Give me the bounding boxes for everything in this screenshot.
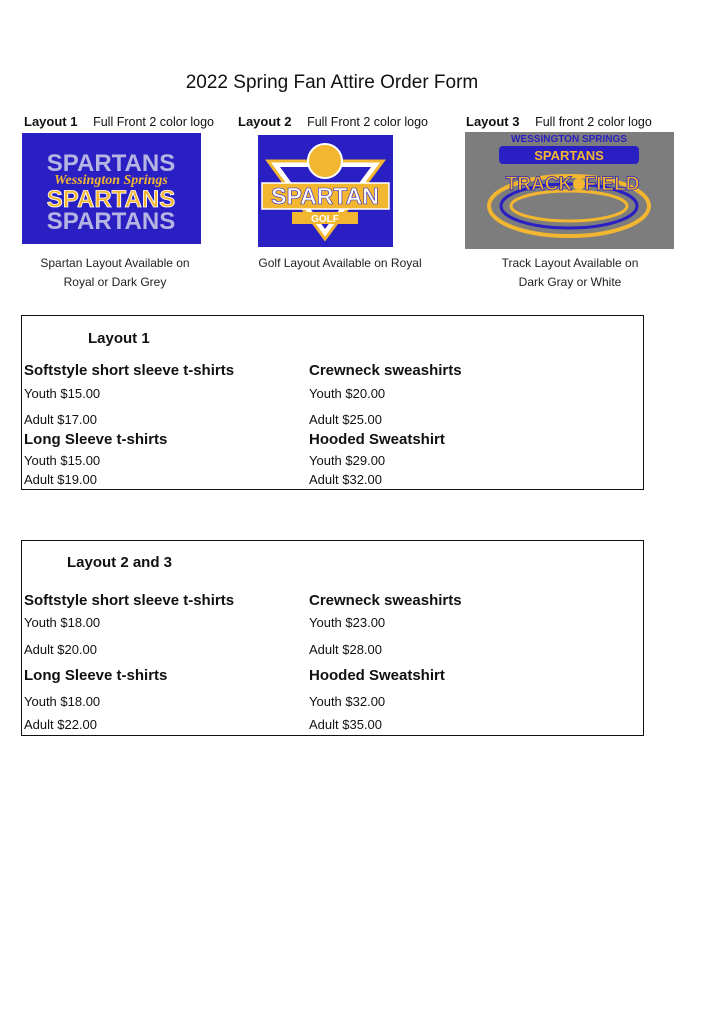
pricing-2-long-adult: Adult $22.00 <box>24 717 98 732</box>
pricing-2-tshirt-adult: Adult $20.00 <box>24 642 98 657</box>
layout-1-sub: Full Front 2 color logo <box>93 115 214 129</box>
logo-3-text-track: TRACK <box>505 174 573 195</box>
pricing-1-crew-adult: Adult $25.00 <box>309 412 383 427</box>
pricing-1-hood-title: Hooded Sweatshirt <box>309 431 445 448</box>
pricing-2-long-youth: Youth $18.00 <box>24 694 101 709</box>
page-title: 2022 Spring Fan Attire Order Form <box>185 72 479 93</box>
pricing-1-tshirt-title: Softstyle short sleeve t-shirts <box>24 362 235 379</box>
layout-1-name: Layout 1 <box>24 114 78 129</box>
logo-1-text-mid: SPARTANS <box>46 186 176 213</box>
pricing-1-long-youth: Youth $15.00 <box>24 453 101 468</box>
spartans-logo <box>22 133 201 244</box>
logo-1-text-bottom: SPARTANS <box>46 208 176 235</box>
layout-3-label <box>466 114 652 129</box>
pricing-table-layout-2-3 <box>21 540 644 736</box>
logo-1-text-script: Wessington Springs <box>54 173 168 188</box>
track-field-logo <box>465 132 674 249</box>
pricing-2-hood-title: Hooded Sweatshirt <box>309 667 445 684</box>
pricing-1-hood-adult: Adult $32.00 <box>309 472 383 487</box>
golf-logo <box>258 135 393 247</box>
pricing-1-long-adult: Adult $19.00 <box>24 472 98 487</box>
pricing-1-hood-youth: Youth $29.00 <box>309 453 386 468</box>
pricing-2-hood-adult: Adult $35.00 <box>309 717 383 732</box>
pricing-2-crew-title: Crewneck sweashirts <box>309 592 462 609</box>
layout-1-caption <box>20 254 210 292</box>
layout-3-logo-image <box>465 132 674 249</box>
pricing-1-crew-title: Crewneck sweashirts <box>309 362 462 379</box>
layout-1-label <box>24 114 214 129</box>
logo-3-text-school: WESSINGTON SPRINGS <box>511 134 627 145</box>
layout-2-logo-image <box>258 135 393 247</box>
golf-ball-icon <box>308 144 342 178</box>
layout-2-name: Layout 2 <box>238 114 292 129</box>
logo-2-text-main: SPARTAN <box>271 183 379 209</box>
layout-3-caption-line1: Track Layout Available on <box>501 256 639 270</box>
logo-3-text-field: FIELD <box>584 174 640 195</box>
logo-3-text-spartans: SPARTANS <box>534 148 604 163</box>
layout-3-caption <box>470 254 670 292</box>
logo-2-text-sub: GOLF <box>311 214 339 225</box>
layout-2-caption <box>240 254 440 273</box>
pricing-1-crew-youth: Youth $20.00 <box>309 386 386 401</box>
pricing-1-header: Layout 1 <box>88 330 150 347</box>
layout-2-label <box>238 114 428 129</box>
track-oval-lane-icon <box>511 191 627 221</box>
layout-3-sub: Full front 2 color logo <box>535 115 652 129</box>
pricing-1-tshirt-adult: Adult $17.00 <box>24 412 98 427</box>
pricing-1-long-title: Long Sleeve t-shirts <box>24 431 168 448</box>
pricing-2-hood-youth: Youth $32.00 <box>309 694 386 709</box>
layout-3-name: Layout 3 <box>466 114 520 129</box>
pricing-2-long-title: Long Sleeve t-shirts <box>24 667 168 684</box>
layout-1-caption-line1: Spartan Layout Available on <box>40 256 190 270</box>
pricing-2-tshirt-title: Softstyle short sleeve t-shirts <box>24 592 235 609</box>
logo-1-text-top: SPARTANS <box>46 150 176 177</box>
layout-2-sub: Full Front 2 color logo <box>307 115 428 129</box>
pricing-2-crew-youth: Youth $23.00 <box>309 615 386 630</box>
track-runner-icon <box>573 178 585 190</box>
pricing-2-crew-adult: Adult $28.00 <box>309 642 383 657</box>
layout-3-caption-line2: Dark Gray or White <box>518 275 622 289</box>
layout-2-caption-line1: Golf Layout Available on Royal <box>258 256 422 270</box>
pricing-table-layout-1 <box>21 315 644 490</box>
layout-1-logo-image <box>22 133 201 244</box>
layout-1-caption-line2: Royal or Dark Grey <box>63 275 167 289</box>
pricing-1-tshirt-youth: Youth $15.00 <box>24 386 101 401</box>
pricing-2-header: Layout 2 and 3 <box>67 554 173 571</box>
pricing-2-tshirt-youth: Youth $18.00 <box>24 615 101 630</box>
